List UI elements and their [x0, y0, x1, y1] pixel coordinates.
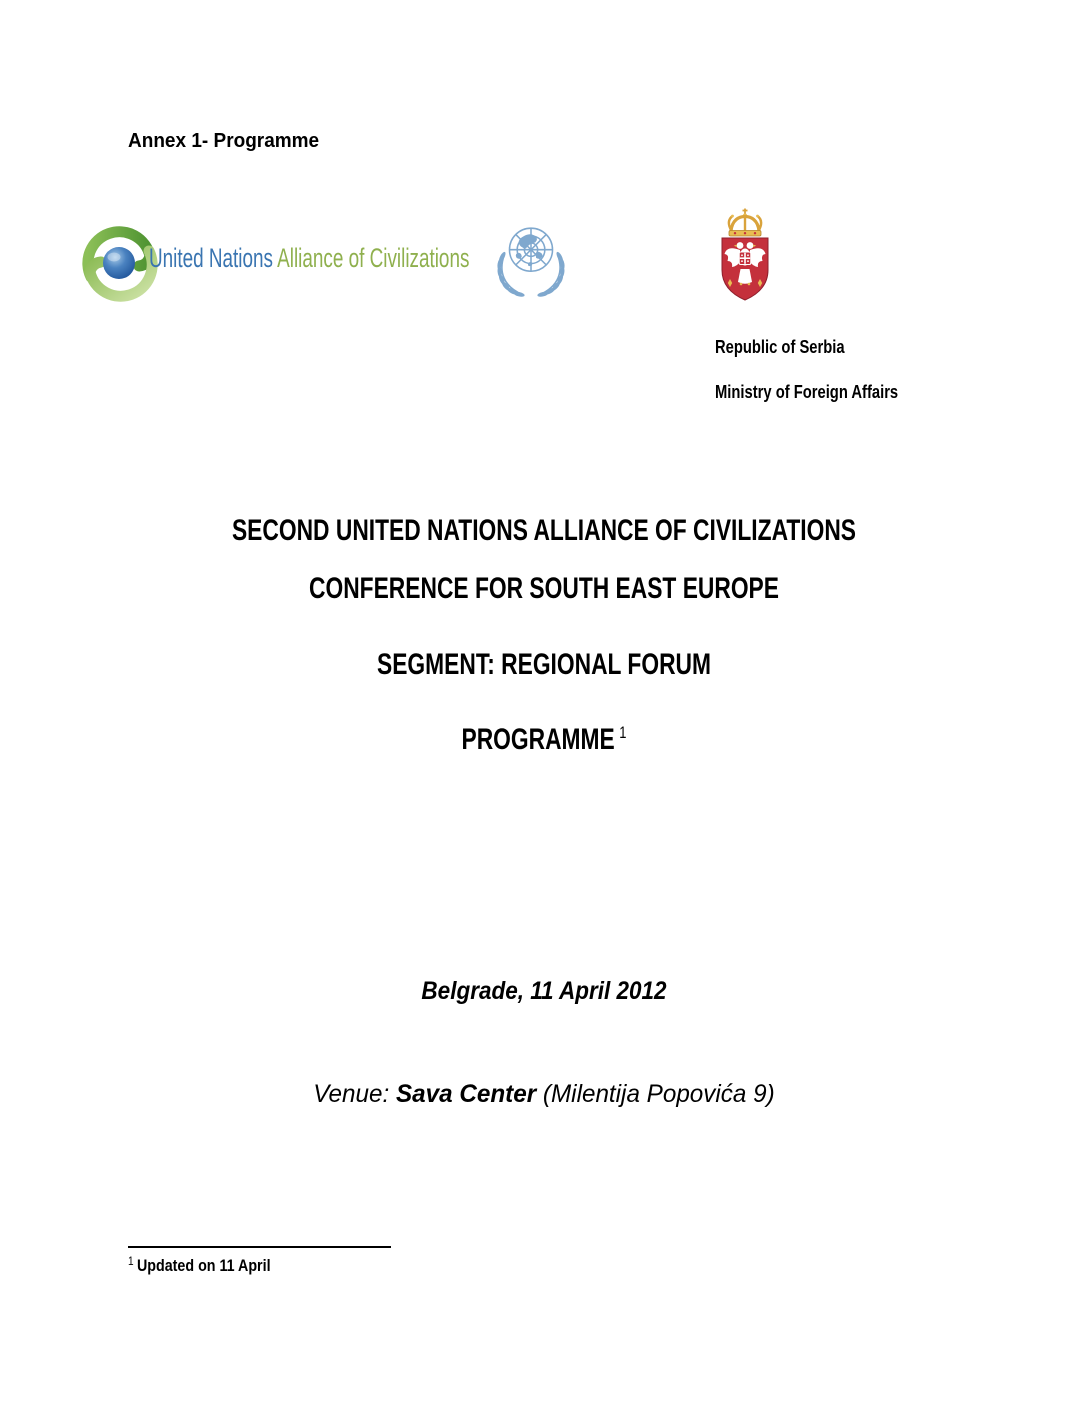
- programme-footnote-ref: 1: [619, 723, 627, 742]
- venue-label: Venue:: [313, 1080, 396, 1108]
- date-line: Belgrade, 11 April 2012: [421, 977, 667, 1005]
- wordmark-alliance-of-civilizations: Alliance of Civilizations: [277, 243, 470, 273]
- segment-line: SEGMENT: REGIONAL FORUM: [377, 648, 711, 681]
- footnote: [128, 1256, 271, 1276]
- ministry-of-foreign-affairs-label: Ministry of Foreign Affairs: [715, 382, 899, 402]
- footnote-text: Updated on 11 April: [136, 1256, 271, 1275]
- un-emblem-icon: [493, 221, 569, 308]
- programme-line: [131, 723, 958, 757]
- venue-name: Sava Center: [395, 1080, 537, 1108]
- wordmark-united-nations: United Nations: [149, 243, 278, 273]
- unaoc-wordmark: [149, 243, 469, 274]
- footnote-ref: 1: [128, 1254, 134, 1268]
- annex-label: Annex 1- Programme: [128, 130, 320, 152]
- serbia-coat-of-arms-icon: [710, 206, 780, 313]
- venue-line: [16, 1080, 1071, 1109]
- title-line-2: CONFERENCE FOR SOUTH EAST EUROPE: [309, 572, 779, 605]
- programme-title: PROGRAMME: [461, 723, 615, 756]
- republic-of-serbia-label: Republic of Serbia: [715, 337, 845, 357]
- footnote-separator-rule: [128, 1246, 391, 1248]
- title-line-1: SECOND UNITED NATIONS ALLIANCE OF CIVILIZATIONS: [231, 514, 857, 547]
- venue-address: (Milentija Popovića 9): [536, 1080, 775, 1108]
